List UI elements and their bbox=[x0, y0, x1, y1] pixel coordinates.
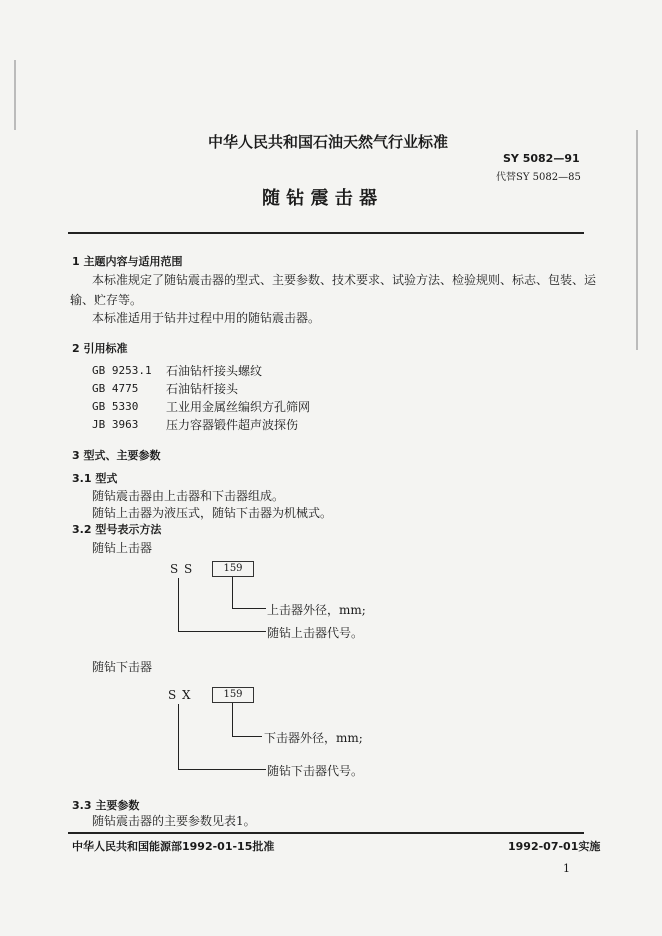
replaces-standard: 代替SY 5082—85 bbox=[496, 172, 581, 183]
upper-jar-code: S S bbox=[170, 562, 194, 576]
page-number: 1 bbox=[563, 862, 570, 875]
ref-title: 工业用金属丝编织方孔筛网 bbox=[166, 400, 311, 414]
lower-jar-label: 随钻下击器 bbox=[92, 660, 153, 674]
standard-number: SY 5082—91 bbox=[503, 152, 580, 165]
ref-code: GB 9253.1 bbox=[92, 364, 152, 377]
lower-jar-code-desc: 随钻下击器代号。 bbox=[267, 764, 364, 778]
section-3-3-heading: 3.3 主要参数 bbox=[72, 799, 140, 812]
approval-line: 中华人民共和国能源部1992-01-15批准 bbox=[72, 840, 275, 853]
ref-title: 石油钻杆接头螺纹 bbox=[166, 364, 263, 378]
document-title: 随 钻 震 击 器 bbox=[262, 188, 378, 209]
upper-jar-size-leader-v bbox=[232, 577, 233, 609]
lower-jar-size-leader-h bbox=[232, 736, 262, 737]
upper-jar-size-desc: 上击器外径，mm; bbox=[267, 603, 366, 617]
ref-code: GB 4775 bbox=[92, 382, 139, 395]
section-3-2-heading: 3.2 型号表示方法 bbox=[72, 523, 162, 536]
lower-jar-size-desc: 下击器外径，mm; bbox=[264, 731, 363, 745]
ref-title: 压力容器锻件超声波探伤 bbox=[166, 418, 299, 432]
lower-jar-code: S X bbox=[168, 688, 192, 702]
upper-jar-size-box: 159 bbox=[212, 561, 254, 577]
section-1-paragraph-2: 本标准适用于钻井过程中用的随钻震击器。 bbox=[92, 311, 321, 325]
section-1-paragraph-1: 本标准规定了随钻震击器的型式、主要参数、技术要求、试验方法、检验规则、标志、包装、运 bbox=[92, 273, 597, 287]
ref-code: GB 5330 bbox=[92, 400, 139, 413]
upper-jar-code-leader-v bbox=[178, 578, 179, 632]
effective-date: 1992-07-01实施 bbox=[508, 840, 601, 853]
ref-title: 石油钻杆接头 bbox=[166, 382, 239, 396]
section-3-1-paragraph-2: 随钻上击器为液压式，随钻下击器为机械式。 bbox=[92, 506, 333, 520]
section-3-3-paragraph-1: 随钻震击器的主要参数见表1。 bbox=[92, 814, 256, 828]
section-3-heading: 3 型式、主要参数 bbox=[72, 449, 161, 462]
scan-edge-left bbox=[14, 60, 16, 130]
section-3-1-paragraph-1: 随钻震击器由上击器和下击器组成。 bbox=[92, 489, 285, 503]
lower-jar-code-leader-v bbox=[178, 704, 179, 770]
header-rule bbox=[68, 232, 584, 234]
upper-jar-size-leader-h bbox=[232, 608, 266, 609]
section-2-heading: 2 引用标准 bbox=[72, 342, 128, 355]
upper-jar-code-leader-h bbox=[178, 631, 266, 632]
lower-jar-size-box: 159 bbox=[212, 687, 254, 703]
lower-jar-code-leader-h bbox=[178, 769, 266, 770]
footer-rule bbox=[68, 832, 584, 834]
section-1-paragraph-1-cont: 输、贮存等。 bbox=[70, 293, 143, 307]
publisher-title: 中华人民共和国石油天然气行业标准 bbox=[208, 133, 449, 151]
scan-edge-right bbox=[636, 130, 638, 350]
upper-jar-label: 随钻上击器 bbox=[92, 541, 153, 555]
lower-jar-size-leader-v bbox=[232, 703, 233, 737]
section-1-heading: 1 主题内容与适用范围 bbox=[72, 255, 183, 268]
upper-jar-code-desc: 随钻上击器代号。 bbox=[267, 626, 364, 640]
ref-code: JB 3963 bbox=[92, 418, 139, 431]
section-3-1-heading: 3.1 型式 bbox=[72, 472, 118, 485]
